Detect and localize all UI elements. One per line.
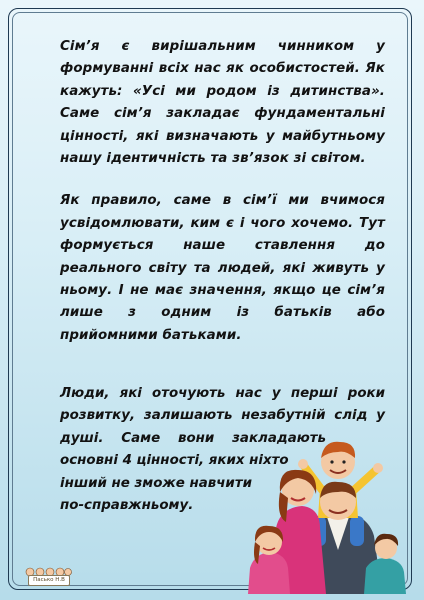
- paragraph-3-line: душі. Саме вони закладають: [60, 430, 326, 446]
- stamp-label: Пасько Н.В: [28, 575, 70, 586]
- paragraph-1: Сім’я є вирішальним чинником у формуванні всіх нас як особистостей. Як кажуть: «Усі ми родом із дитинства». Саме сім’я закладає фундаментальні цінності, які визначають у майбутньому нашу ідентичність та зв’язок зі світом.: [60, 39, 385, 167]
- author-stamp: [22, 566, 74, 586]
- paragraph-3-line: по-справжньому.: [60, 498, 194, 514]
- paragraph-3-line: інший не зможе навчити: [60, 475, 252, 491]
- main-text: [60, 36, 385, 367]
- paragraph-3-line: розвитку, залишають незабутній слід у: [60, 408, 385, 424]
- family-illustration: [246, 418, 416, 594]
- paragraph-3-line: основні 4 цінності, яких ніхто: [60, 453, 289, 469]
- paragraph-2: Як правило, саме в сім’ї ми вчимося усвідомлювати, ким є і чого хочемо. Тут формується наше ставлення до реального світу та людей, які живуть у ньому. І не має значення, якщо це сім’я лише з одним із батьків або прийомними батьками.: [60, 193, 385, 343]
- paragraph-3-line: Люди, які оточують нас у перші роки: [60, 386, 385, 401]
